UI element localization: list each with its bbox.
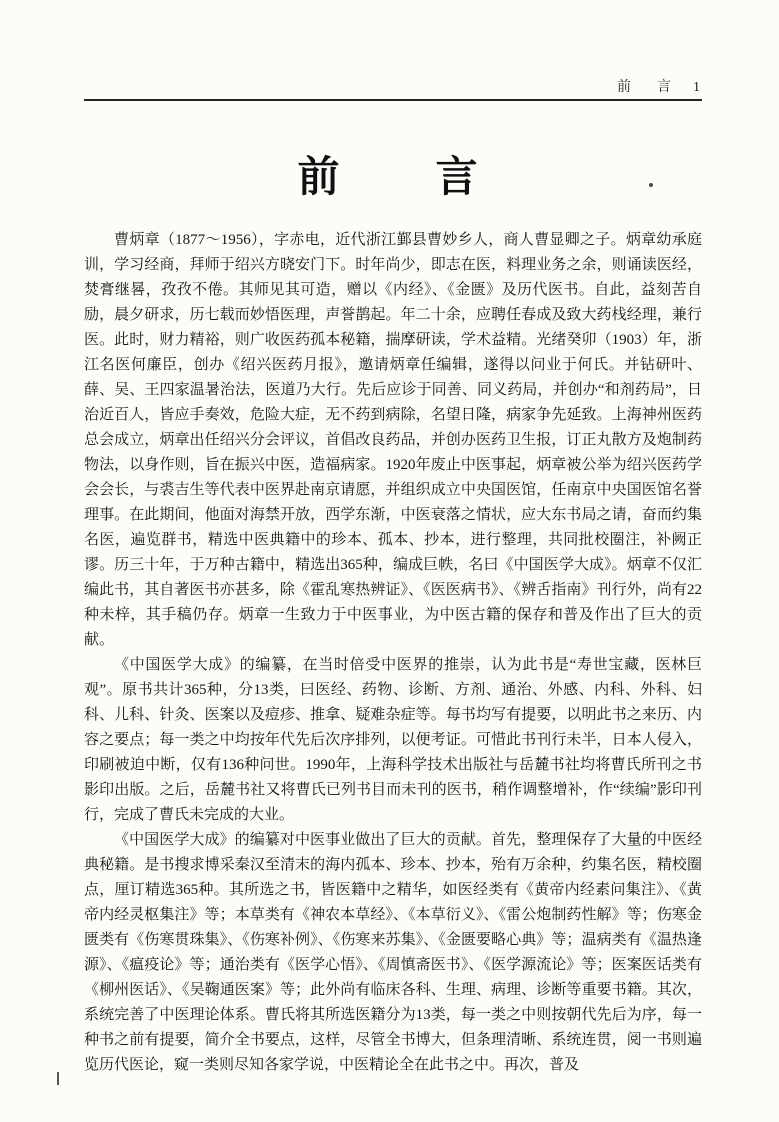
- document-body: [84, 228, 702, 1078]
- header-rule: [84, 99, 702, 101]
- document-title: 前 言: [297, 155, 482, 201]
- paragraph-2: 《中国医学大成》的编纂，在当时倍受中医界的推崇，认为此书是“寿世宝藏，医林巨观”。原书共计365种，分13类，曰医经、药物、诊断、方剂、通治、外感、内科、外科、妇科、儿科、针灸、医案以及痘疹、推拿、疑难杂症等。每书均写有提要，以明此书之来历、内容之要点；每一类之中均按年代先后次序排列，以便考证。可惜此书刊行未半，日本人侵入，印刷被迫中断，仅有136种问世。1990年，上海科学技术出版社与岳麓书社均将曹氏所刊之书影印出版。之后，岳麓书社又将曹氏已列书目而未刊的医书，稍作调整增补，作“续编”影印刊行，完成了曹氏未完成的大业。: [84, 657, 702, 823]
- scan-speck: [649, 183, 653, 187]
- running-header-title: 前 言: [617, 80, 677, 95]
- page-number: 1: [693, 80, 700, 95]
- paragraph-1: 曹炳章（1877～1956），字赤电，近代浙江鄞县曹妙乡人，商人曹显卿之子。炳章幼承庭训，学习经商，拜师于绍兴方晓安门下。时年尚少，即志在医，料理业务之余，则诵读医经，焚膏继晷，孜孜不倦。其师见其可造，赠以《内经》、《金匮》及历代医书。自此，益刻苦自励，晨夕研求，历七载而妙悟医理，声誉鹊起。年二十余，应聘任春成及致大药栈经理，兼行医。此时，财力精裕，则广收医药孤本秘籍，揣摩研读，学术益精。光绪癸卯（1903）年，浙江名医何廉臣，创办《绍兴医药月报》，邀请炳章任编辑，遂得以问业于何氏。并钻研叶、薛、吴、王四家温暑治法，医道乃大行。先后应诊于同善、同义药局，并创办“和剂药局”，日治近百人，皆应手奏效，危险大症，无不药到病除，名望日隆，病家争先延致。上海神州医药总会成立，炳章出任绍兴分会评议，首倡改良药品，并创办医药卫生报，订正丸散方及炮制药物法，以身作则，旨在振兴中医，造福病家。1920年废止中医事起，炳章被公举为绍兴医药学会会长，与裘吉生等代表中医界赴南京请愿，并组织成立中央国医馆，任南京中央国医馆名誉理事。在此期间，他面对海禁开放，西学东渐，中医衰落之情状，应大东书局之请，奋而约集名医，遍览群书，精选中医典籍中的珍本、孤本、抄本，进行整理，共同批校圈注，补阙正谬。历三十年，于万种古籍中，精选出365种，编成巨帙，名曰《中国医学大成》。炳章不仅汇编此书，其自著医书亦甚多，除《霍乱寒热辨证》、《医医病书》、《辨舌指南》刊行外，尚有22种未梓，其手稿仍存。炳章一生致力于中医事业，为中医古籍的保存和普及作出了巨大的贡献。: [84, 232, 702, 648]
- running-header: [617, 76, 700, 96]
- paragraph-3: 《中国医学大成》的编纂对中医事业做出了巨大的贡献。首先，整理保存了大量的中医经典秘籍。是书搜求博采秦汉至清末的海内孤本、珍本、抄本，殆有万余种，约集名医，精校圈点，厘订精选365种。其所选之书，皆医籍中之精华，如医经类有《黄帝内经素问集注》、《黄帝内经灵枢集注》等；本草类有《神农本草经》、《本草衍义》、《雷公炮制药性解》等；伤寒金匮类有《伤寒贯珠集》、《伤寒补例》、《伤寒来苏集》、《金匮要略心典》等；温病类有《温热逢源》、《瘟疫论》等；通治类有《医学心悟》、《周慎斋医书》、《医学源流论》等；医案医话类有《柳州医话》、《吴鞠通医案》等；此外尚有临床各科、生理、病理、诊断等重要书籍。其次，系统完善了中医理论体系。曹氏将其所选医籍分为13类，每一类之中则按朝代先后为序，每一种书之前有提要，简介全书要点，这样，尽管全书博大，但条理清晰、系统连贯，阅一书则遍览历代医论，窥一类则尽知各家学说，中医精论全在此书之中。再次，普及: [84, 832, 702, 1073]
- margin-mark: [57, 1072, 59, 1085]
